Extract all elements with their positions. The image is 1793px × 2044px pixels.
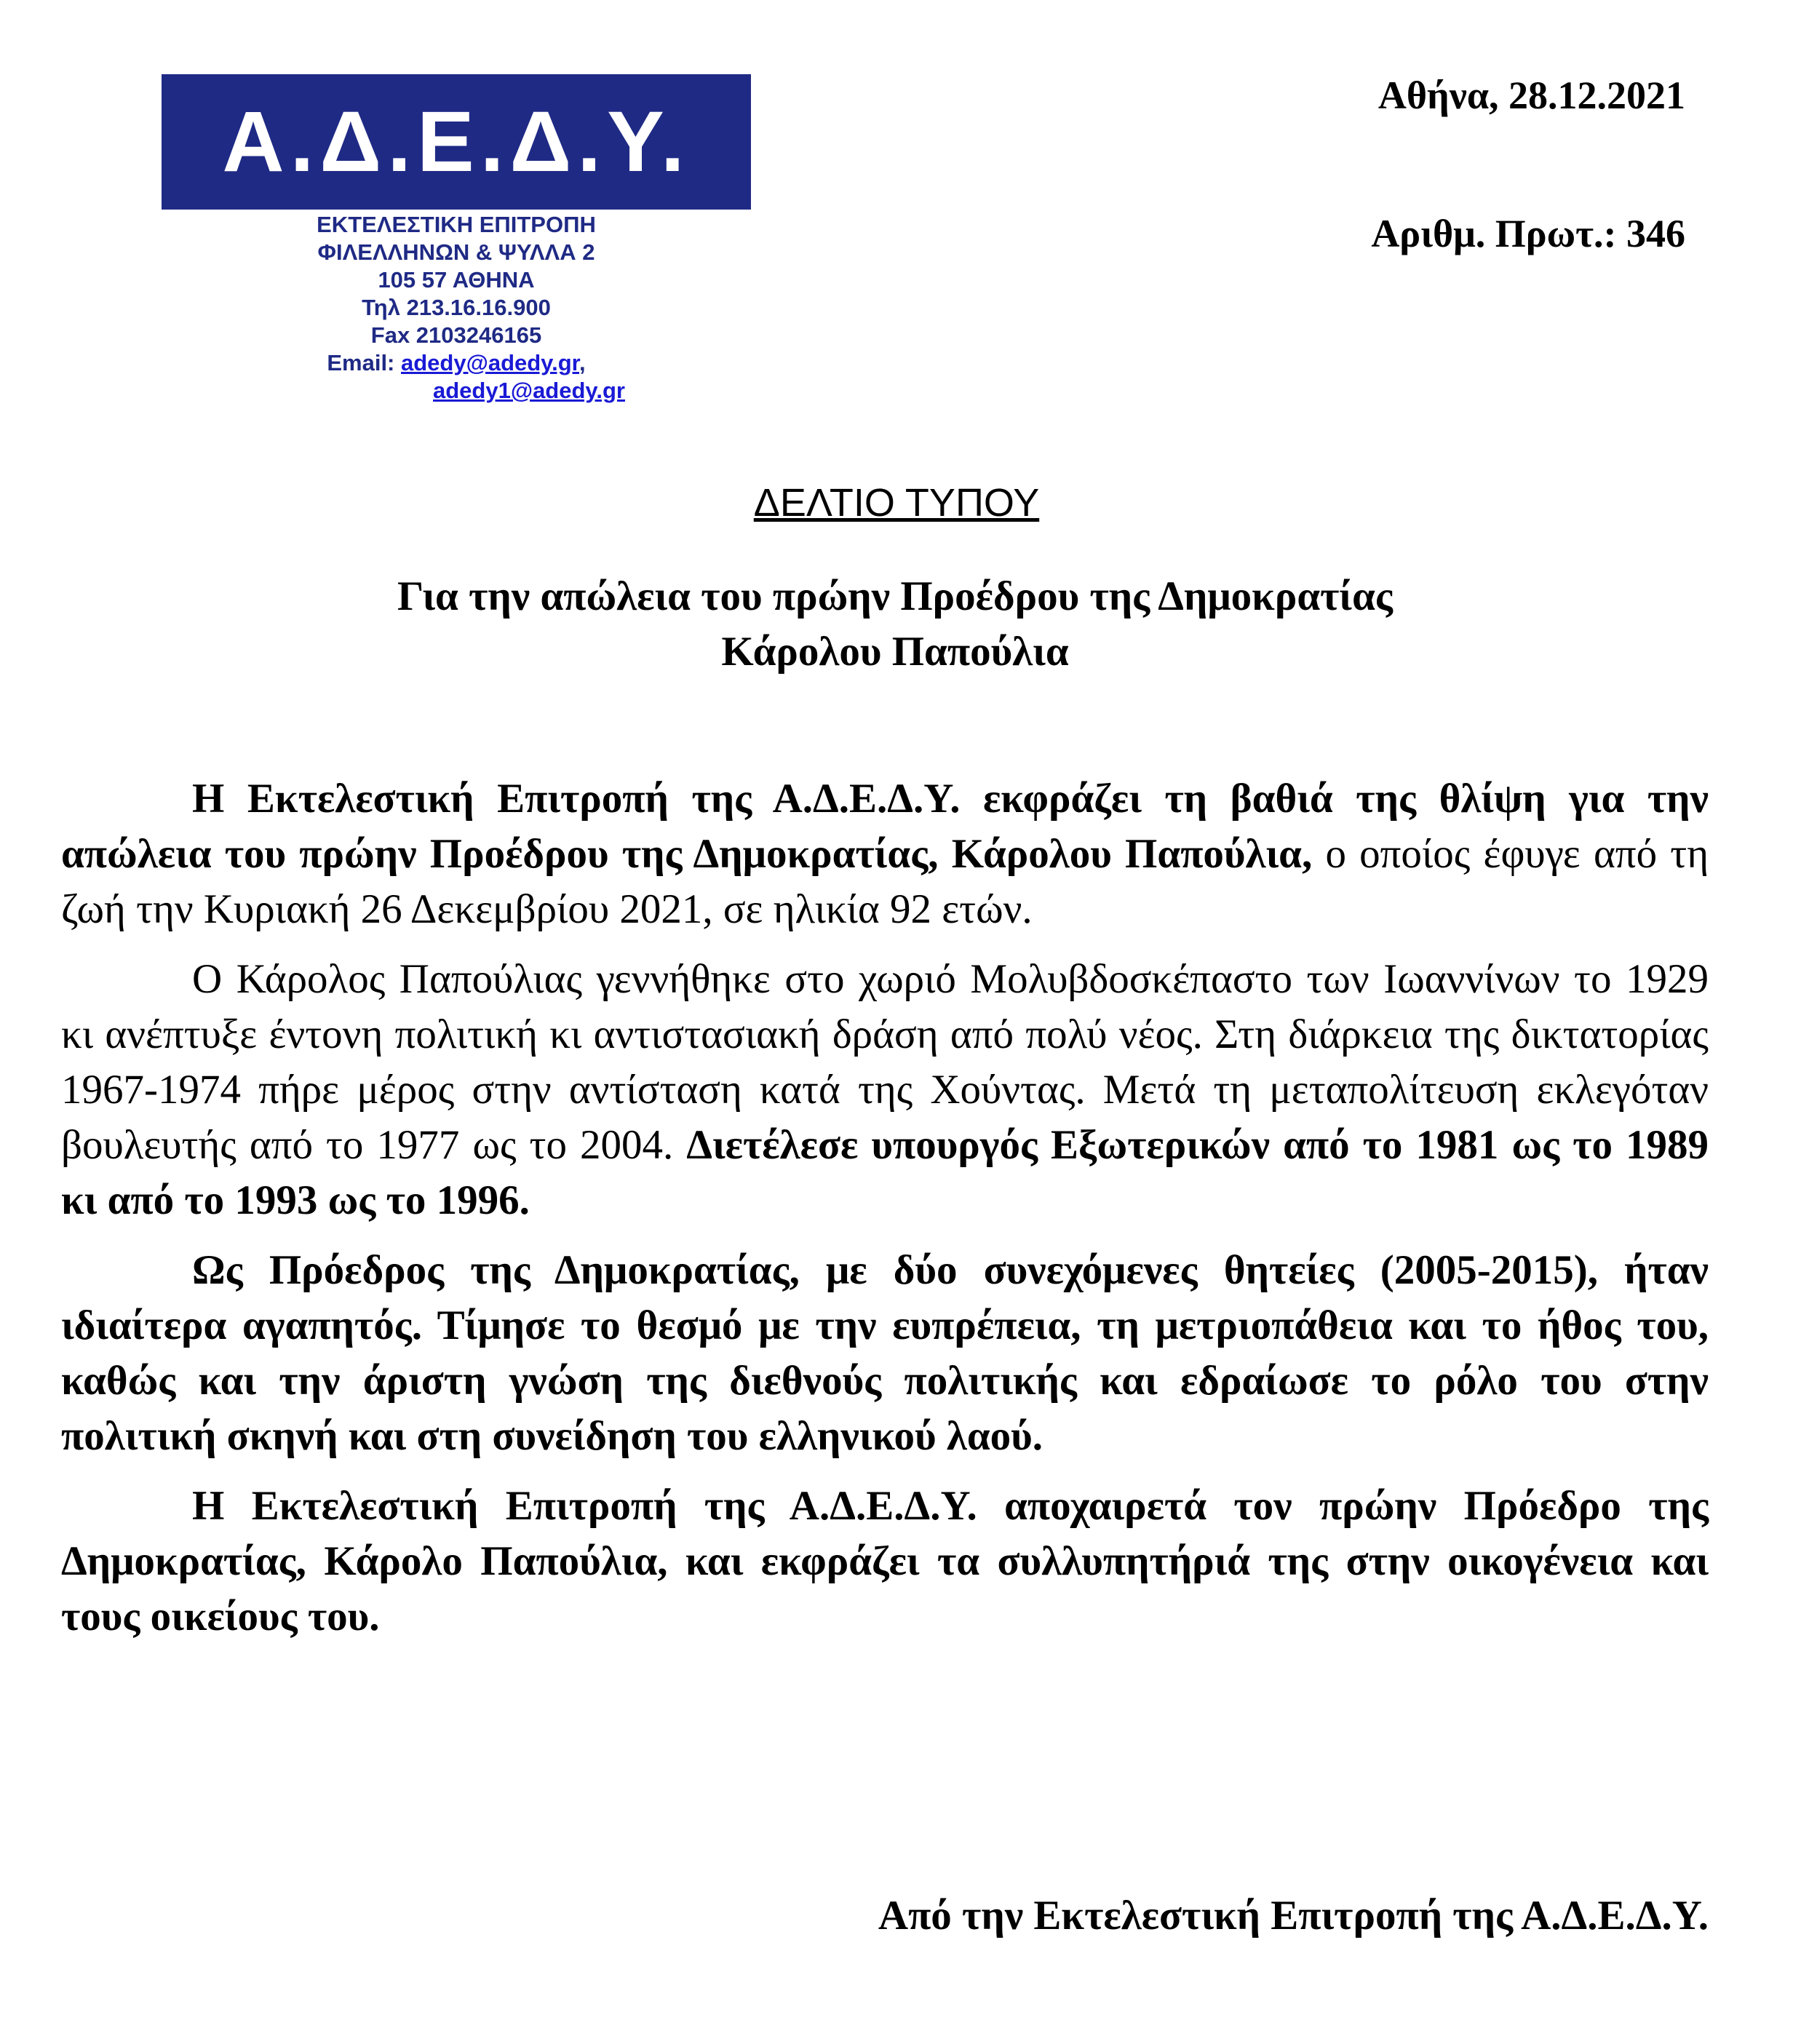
- paragraph-1: [61, 771, 1709, 937]
- organization-logo: [162, 74, 751, 210]
- paragraph-2-bold: Διετέλεσε υπουργός Εξωτερικών από το 1981 ως το 1989 κι από το 1993 ως το 1996.: [61, 1122, 1709, 1223]
- paragraph-4: Η Εκτελεστική Επιτροπή της Α.Δ.Ε.Δ.Υ. αποχαιρετά τον πρώην Πρόεδρο της Δημοκρατίας, Κάρολο Παπούλια, και εκφράζει τα συλλυπητήριά της στην οικογένεια και τους οικείους του.: [61, 1483, 1709, 1639]
- signature: Από την Εκτελεστική Επιτροπή της Α.Δ.Ε.Δ.Υ.: [878, 1893, 1709, 1938]
- email-separator: ,: [579, 350, 586, 375]
- org-street-line: ΦΙΛΕΛΛΗΝΩΝ & ΨΥΛΛΑ 2: [317, 239, 595, 265]
- org-postal-line: 105 57 ΑΘΗΝΑ: [378, 267, 535, 293]
- document-body: [61, 771, 1709, 1659]
- org-phone-line: Τηλ 213.16.16.900: [362, 295, 551, 320]
- protocol-number: Αριθμ. Πρωτ.: 346: [1371, 212, 1685, 255]
- document-subtitle: [291, 569, 1499, 680]
- logo-text: Α.Δ.Ε.Δ.Υ.: [222, 94, 691, 190]
- org-email-line: [162, 349, 751, 377]
- paragraph-2: [61, 952, 1709, 1228]
- organization-contact-block: [162, 211, 751, 405]
- email-label: Email:: [327, 350, 395, 375]
- subtitle-line-1: Για την απώλεια του πρώην Προέδρου της Δημοκρατίας: [397, 573, 1393, 619]
- paragraph-2-normal: Ο Κάρολος Παπούλιας γεννήθηκε στο χωριό Μολυβδοσκέπαστο των Ιωαννίνων το 1929 κι ανέπτυξε έντονη πολιτική κι αντιστασιακή δράση από πολύ νέος. Στη διάρκεια της δικτατορίας 1967-1974 πήρε μέρος στην αντίσταση κατά της Χούντας. Μετά τη μεταπολίτευση εκλεγόταν βουλευτής από το 1977 ως το 2004.: [61, 956, 1709, 1168]
- paragraph-3: Ως Πρόεδρος της Δημοκρατίας, με δύο συνεχόμενες θητείες (2005-2015), ήταν ιδιαίτερα αγαπητός. Τίμησε το θεσμό με την ευπρέπεια, τη μετριοπάθεια και το ήθος του, καθώς και την άριστη γνώση της διεθνούς πολιτικής και εδραίωσε το ρόλο του στην πολιτική σκηνή και στη συνείδηση του ελληνικού λαού.: [61, 1247, 1709, 1459]
- org-name-line: ΕΚΤΕΛΕΣΤΙΚΗ ΕΠΙΤΡΟΠΗ: [317, 212, 596, 237]
- paragraph-1-normal: ο οποίος έφυγε από τη ζωή την Κυριακή 26 Δεκεμβρίου 2021, σε ηλικία 92 ετών.: [61, 831, 1709, 932]
- org-fax-line: Fax 2103246165: [370, 322, 542, 348]
- paragraph-1-bold: Η Εκτελεστική Επιτροπή της Α.Δ.Ε.Δ.Υ. εκφράζει τη βαθιά της θλίψη για την απώλεια του πρώην Προέδρου της Δημοκρατίας, Κάρολου Παπούλια,: [61, 776, 1709, 877]
- email-link-primary[interactable]: adedy@adedy.gr: [401, 350, 580, 375]
- page-title: ΔΕΛΤΙΟ ΤΥΠΟΥ: [753, 481, 1040, 525]
- email-link-secondary[interactable]: adedy1@adedy.gr: [433, 378, 625, 403]
- subtitle-line-2: Κάρολου Παπούλια: [721, 629, 1069, 675]
- org-email-line-2: [162, 377, 751, 405]
- document-date: Αθήνα, 28.12.2021: [1377, 73, 1685, 117]
